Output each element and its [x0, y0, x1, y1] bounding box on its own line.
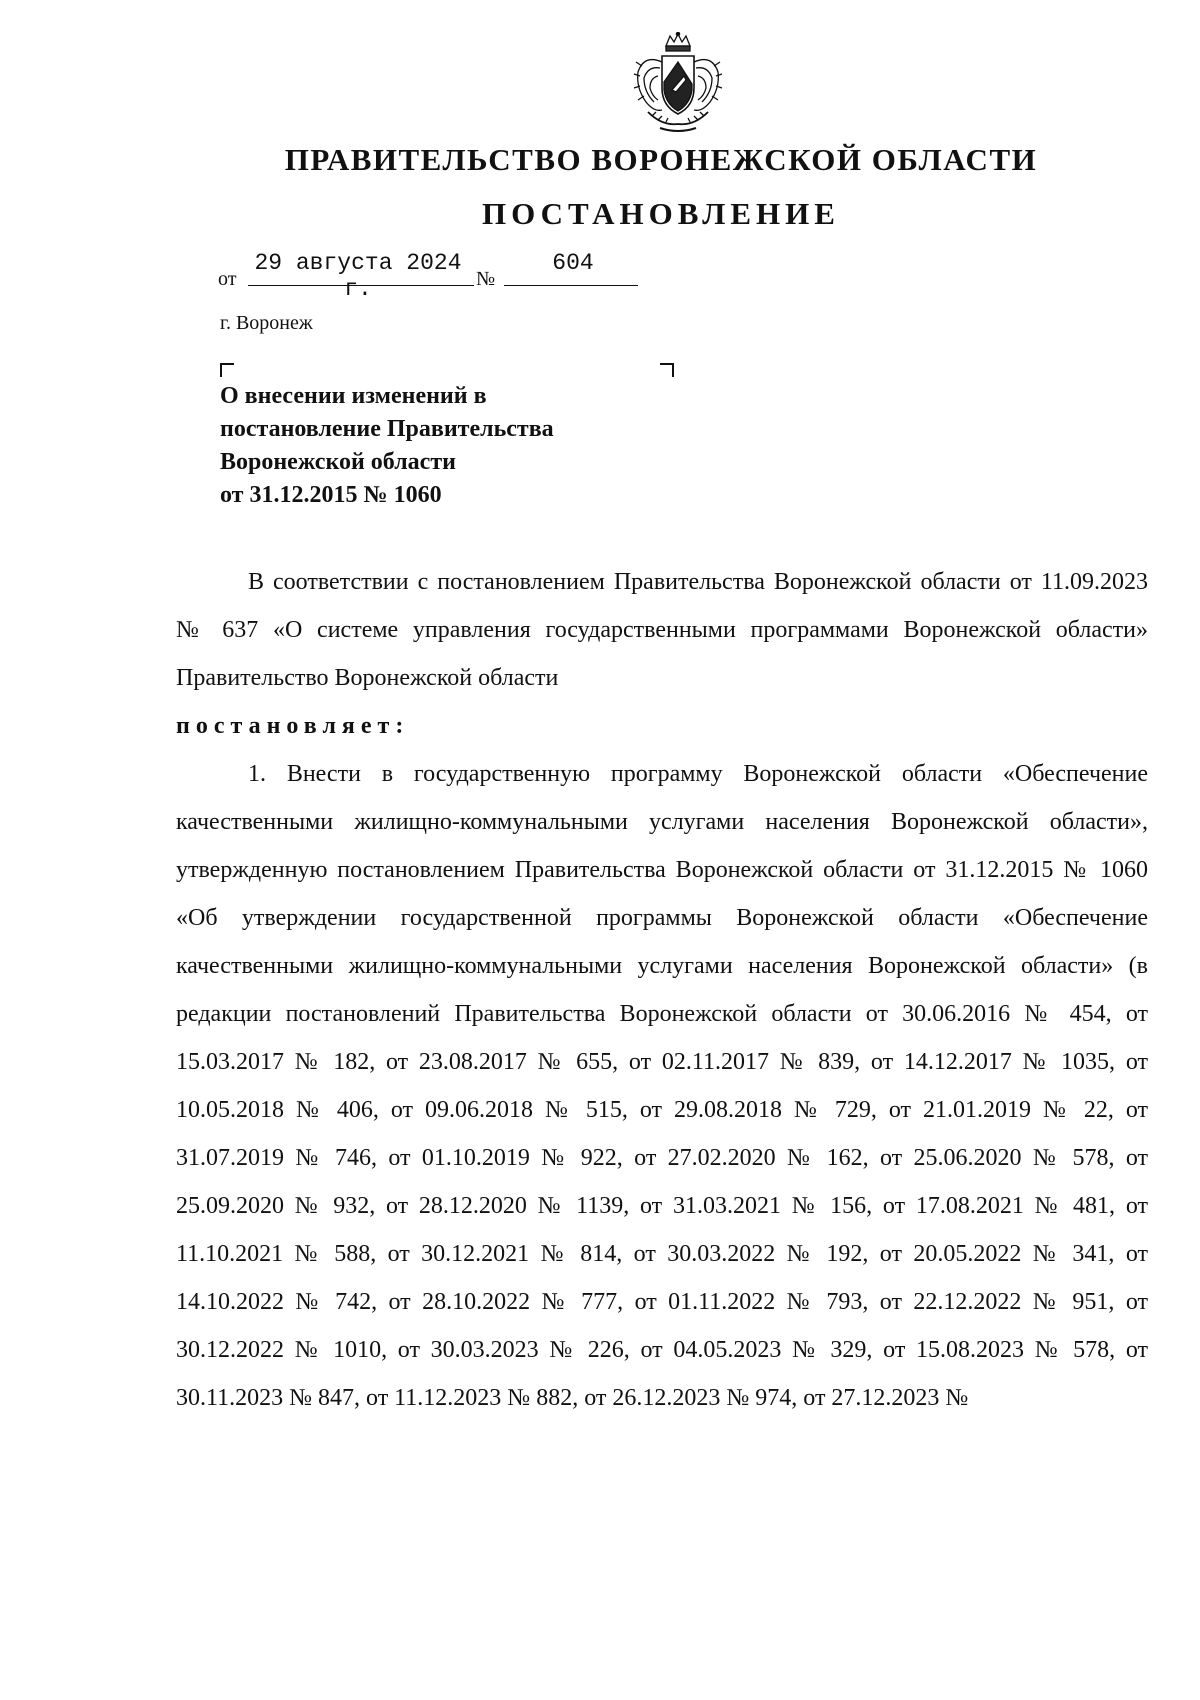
document-type-title: ПОСТАНОВЛЕНИЕ: [482, 196, 840, 231]
item-1-paragraph: 1. Внести в государственную программу Воронежской области «Обеспечение качественными жилищно-коммунальными услугами населения Воронежской области», утвержденную постановлением Правительства Воронежской области от 31.12.2015 № 1060 «Об утверждении государственной программы Воронежской области «Обеспечение качественными жилищно-коммунальными услугами населения Воронежской области» (в редакции постановлений Правительства Воронежской области от 30.06.2016 № 454, от 15.03.2017 № 182, от 23.08.2017 № 655, от 02.11.2017 № 839, от 14.12.2017 № 1035, от 10.05.2018 № 406, от 09.06.2018 № 515, от 29.08.2018 № 729, от 21.01.2019 № 22, от 31.07.2019 № 746, от 01.10.2019 № 922, от 27.02.2020 № 162, от 25.06.2020 № 578, от 25.09.2020 № 932, от 28.12.2020 № 1139, от 31.03.2021 № 156, от 17.08.2021 № 481, от 11.10.2021 № 588, от 30.12.2021 № 814, от 30.03.2022 № 192, от 20.05.2022 № 341, от 14.10.2022 № 742, от 28.10.2022 № 777, от 01.11.2022 № 793, от 22.12.2022 № 951, от 30.12.2022 № 1010, от 30.03.2023 № 226, от 04.05.2023 № 329, от 15.08.2023 № 578, от 30.11.2023 № 847, от 11.12.2023 № 882, от 26.12.2023 № 974, от 27.12.2023 №: [176, 761, 1148, 1411]
city-label: г. Воронеж: [220, 312, 313, 334]
coat-of-arms-icon: [632, 32, 724, 136]
subject-line: Воронежской области: [220, 449, 456, 475]
decree-word: постановляет:: [176, 713, 410, 739]
document-number: 604: [552, 250, 594, 276]
subject-line: от 31.12.2015 № 1060: [220, 482, 442, 508]
subject-line: постановление Правительства: [220, 416, 554, 442]
date-prefix-label: от: [218, 268, 237, 290]
document-body: [176, 558, 1148, 1422]
document-date: 29 августа 2024 г.: [254, 250, 462, 302]
government-title: ПРАВИТЕЛЬСТВО ВОРОНЕЖСКОЙ ОБЛАСТИ: [284, 142, 1038, 177]
subject-line: О внесении изменений в: [220, 383, 487, 409]
subject-corner-left: [220, 363, 234, 377]
subject-corner-right: [660, 363, 674, 377]
preamble-paragraph: В соответствии с постановлением Правительства Воронежской области от 11.09.2023 № 637 «О системе управления государственными программами Воронежской области» Правительство Воронежской области: [176, 569, 1148, 691]
number-underline: [504, 285, 638, 286]
registration-line: [218, 250, 678, 302]
document-subject: [220, 380, 680, 512]
date-underline: [248, 285, 474, 286]
number-prefix-label: №: [476, 268, 496, 290]
